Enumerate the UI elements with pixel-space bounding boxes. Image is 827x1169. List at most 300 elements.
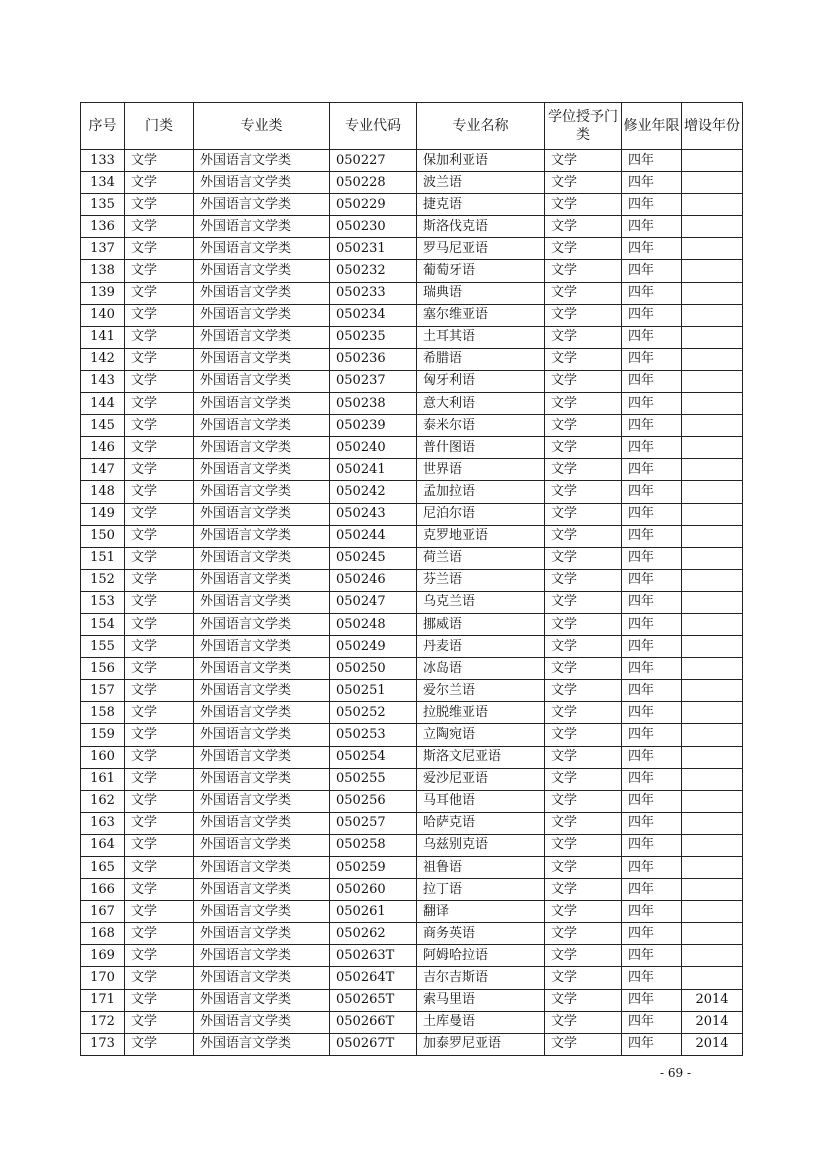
cell-code: 050242 [330,481,417,503]
cell-degree: 文学 [545,503,622,525]
cell-degree: 文学 [545,768,622,790]
cell-code: 050233 [330,282,417,304]
cell-code: 050261 [330,901,417,923]
cell-code: 050243 [330,503,417,525]
cell-major-name: 土库曼语 [417,1011,545,1033]
cell-category: 文学 [125,790,194,812]
cell-no: 171 [81,989,125,1011]
cell-major-name: 塞尔维亚语 [417,304,545,326]
cell-year-added [682,282,743,304]
table-row [81,304,743,326]
cell-major-name: 商务英语 [417,923,545,945]
cell-degree: 文学 [545,194,622,216]
cell-major-name: 泰米尔语 [417,415,545,437]
cell-no: 168 [81,923,125,945]
cell-category: 文学 [125,348,194,370]
header-year-added: 增设年份 [682,103,743,150]
cell-category: 文学 [125,326,194,348]
cell-code: 050246 [330,569,417,591]
cell-category: 文学 [125,857,194,879]
cell-degree: 文学 [545,901,622,923]
cell-degree: 文学 [545,437,622,459]
cell-degree: 文学 [545,481,622,503]
cell-category: 文学 [125,834,194,856]
cell-year-added [682,945,743,967]
cell-no: 151 [81,547,125,569]
table-row [81,437,743,459]
cell-code: 050267T [330,1033,417,1055]
cell-category: 文学 [125,282,194,304]
cell-code: 050232 [330,260,417,282]
cell-year-added [682,768,743,790]
cell-code: 050228 [330,172,417,194]
cell-no: 137 [81,238,125,260]
cell-duration: 四年 [622,1011,682,1033]
cell-major-name: 捷克语 [417,194,545,216]
cell-degree: 文学 [545,1033,622,1055]
cell-category: 文学 [125,172,194,194]
cell-duration: 四年 [622,238,682,260]
cell-major-name: 哈萨克语 [417,812,545,834]
cell-discipline: 外国语言文学类 [194,459,330,481]
cell-duration: 四年 [622,326,682,348]
cell-major-name: 乌克兰语 [417,591,545,613]
cell-code: 050251 [330,680,417,702]
cell-degree: 文学 [545,282,622,304]
cell-no: 166 [81,879,125,901]
cell-category: 文学 [125,901,194,923]
cell-major-name: 马耳他语 [417,790,545,812]
table-row [81,967,743,989]
cell-discipline: 外国语言文学类 [194,194,330,216]
table-row [81,613,743,635]
cell-category: 文学 [125,459,194,481]
cell-year-added [682,393,743,415]
cell-year-added: 2014 [682,1033,743,1055]
cell-major-name: 爱沙尼亚语 [417,768,545,790]
cell-year-added [682,194,743,216]
cell-year-added [682,857,743,879]
cell-discipline: 外国语言文学类 [194,1011,330,1033]
cell-no: 138 [81,260,125,282]
cell-major-name: 意大利语 [417,393,545,415]
table-row [81,459,743,481]
cell-degree: 文学 [545,923,622,945]
cell-duration: 四年 [622,569,682,591]
cell-major-name: 索马里语 [417,989,545,1011]
table-row [81,370,743,392]
cell-duration: 四年 [622,658,682,680]
cell-year-added [682,790,743,812]
cell-no: 163 [81,812,125,834]
cell-year-added [682,702,743,724]
cell-degree: 文学 [545,569,622,591]
cell-code: 050257 [330,812,417,834]
cell-year-added [682,260,743,282]
cell-no: 150 [81,525,125,547]
cell-discipline: 外国语言文学类 [194,724,330,746]
cell-major-name: 尼泊尔语 [417,503,545,525]
cell-discipline: 外国语言文学类 [194,569,330,591]
cell-no: 145 [81,415,125,437]
cell-duration: 四年 [622,812,682,834]
cell-no: 159 [81,724,125,746]
table-row [81,768,743,790]
cell-category: 文学 [125,945,194,967]
cell-year-added [682,746,743,768]
cell-category: 文学 [125,680,194,702]
table-row [81,591,743,613]
cell-duration: 四年 [622,348,682,370]
cell-major-name: 翻译 [417,901,545,923]
cell-no: 170 [81,967,125,989]
cell-category: 文学 [125,812,194,834]
cell-discipline: 外国语言文学类 [194,658,330,680]
cell-duration: 四年 [622,547,682,569]
cell-duration: 四年 [622,370,682,392]
cell-major-name: 瑞典语 [417,282,545,304]
cell-major-name: 克罗地亚语 [417,525,545,547]
cell-duration: 四年 [622,746,682,768]
cell-discipline: 外国语言文学类 [194,348,330,370]
cell-degree: 文学 [545,945,622,967]
cell-duration: 四年 [622,702,682,724]
cell-discipline: 外国语言文学类 [194,503,330,525]
cell-discipline: 外国语言文学类 [194,834,330,856]
cell-degree: 文学 [545,547,622,569]
cell-degree: 文学 [545,1011,622,1033]
cell-category: 文学 [125,702,194,724]
cell-year-added [682,834,743,856]
cell-duration: 四年 [622,768,682,790]
cell-major-name: 阿姆哈拉语 [417,945,545,967]
cell-major-name: 斯洛文尼亚语 [417,746,545,768]
cell-duration: 四年 [622,415,682,437]
cell-major-name: 拉丁语 [417,879,545,901]
cell-category: 文学 [125,636,194,658]
cell-year-added: 2014 [682,989,743,1011]
cell-degree: 文学 [545,658,622,680]
cell-year-added [682,348,743,370]
header-major-name: 专业名称 [417,103,545,150]
cell-code: 050231 [330,238,417,260]
cell-category: 文学 [125,503,194,525]
cell-discipline: 外国语言文学类 [194,812,330,834]
cell-discipline: 外国语言文学类 [194,857,330,879]
cell-category: 文学 [125,923,194,945]
cell-code: 050263T [330,945,417,967]
cell-year-added [682,680,743,702]
cell-code: 050264T [330,967,417,989]
cell-duration: 四年 [622,591,682,613]
cell-year-added [682,613,743,635]
cell-duration: 四年 [622,1033,682,1055]
cell-degree: 文学 [545,834,622,856]
cell-year-added [682,216,743,238]
cell-discipline: 外国语言文学类 [194,967,330,989]
cell-discipline: 外国语言文学类 [194,636,330,658]
cell-discipline: 外国语言文学类 [194,525,330,547]
cell-discipline: 外国语言文学类 [194,790,330,812]
cell-code: 050230 [330,216,417,238]
cell-major-name: 孟加拉语 [417,481,545,503]
cell-degree: 文学 [545,967,622,989]
table-row [81,901,743,923]
cell-year-added [682,459,743,481]
cell-year-added [682,150,743,172]
cell-duration: 四年 [622,304,682,326]
cell-no: 169 [81,945,125,967]
cell-duration: 四年 [622,459,682,481]
cell-duration: 四年 [622,636,682,658]
table-row [81,547,743,569]
table-row [81,879,743,901]
cell-major-name: 匈牙利语 [417,370,545,392]
cell-year-added [682,967,743,989]
cell-code: 050247 [330,591,417,613]
cell-no: 157 [81,680,125,702]
cell-duration: 四年 [622,901,682,923]
cell-degree: 文学 [545,790,622,812]
table-row [81,724,743,746]
cell-year-added [682,503,743,525]
cell-degree: 文学 [545,613,622,635]
cell-duration: 四年 [622,945,682,967]
cell-code: 050252 [330,702,417,724]
table-row [81,658,743,680]
cell-code: 050235 [330,326,417,348]
cell-no: 158 [81,702,125,724]
cell-degree: 文学 [545,989,622,1011]
cell-category: 文学 [125,194,194,216]
cell-no: 156 [81,658,125,680]
cell-category: 文学 [125,304,194,326]
cell-no: 143 [81,370,125,392]
cell-duration: 四年 [622,216,682,238]
cell-duration: 四年 [622,834,682,856]
cell-discipline: 外国语言文学类 [194,238,330,260]
table-row [81,702,743,724]
cell-discipline: 外国语言文学类 [194,216,330,238]
table-row [81,503,743,525]
cell-code: 050249 [330,636,417,658]
cell-major-name: 立陶宛语 [417,724,545,746]
cell-degree: 文学 [545,415,622,437]
cell-year-added [682,591,743,613]
cell-code: 050227 [330,150,417,172]
cell-degree: 文学 [545,150,622,172]
cell-code: 050266T [330,1011,417,1033]
table-row [81,790,743,812]
cell-discipline: 外国语言文学类 [194,923,330,945]
table-row [81,481,743,503]
cell-code: 050239 [330,415,417,437]
cell-duration: 四年 [622,879,682,901]
cell-code: 050255 [330,768,417,790]
table-row [81,636,743,658]
cell-category: 文学 [125,879,194,901]
cell-category: 文学 [125,967,194,989]
cell-major-name: 丹麦语 [417,636,545,658]
cell-discipline: 外国语言文学类 [194,260,330,282]
cell-discipline: 外国语言文学类 [194,768,330,790]
cell-year-added [682,238,743,260]
cell-duration: 四年 [622,437,682,459]
cell-year-added [682,636,743,658]
table-row [81,326,743,348]
cell-year-added [682,812,743,834]
cell-no: 142 [81,348,125,370]
cell-year-added [682,879,743,901]
cell-category: 文学 [125,260,194,282]
cell-code: 050244 [330,525,417,547]
cell-duration: 四年 [622,613,682,635]
table-row [81,525,743,547]
cell-discipline: 外国语言文学类 [194,437,330,459]
cell-major-name: 保加利亚语 [417,150,545,172]
cell-no: 139 [81,282,125,304]
cell-major-name: 波兰语 [417,172,545,194]
cell-code: 050236 [330,348,417,370]
cell-degree: 文学 [545,260,622,282]
cell-duration: 四年 [622,967,682,989]
cell-category: 文学 [125,569,194,591]
table-row [81,923,743,945]
cell-degree: 文学 [545,591,622,613]
cell-year-added [682,724,743,746]
table-row [81,348,743,370]
cell-code: 050265T [330,989,417,1011]
cell-category: 文学 [125,746,194,768]
cell-year-added [682,923,743,945]
cell-duration: 四年 [622,481,682,503]
table-row [81,945,743,967]
cell-duration: 四年 [622,680,682,702]
cell-major-name: 世界语 [417,459,545,481]
cell-year-added [682,901,743,923]
cell-no: 165 [81,857,125,879]
cell-degree: 文学 [545,238,622,260]
cell-no: 133 [81,150,125,172]
cell-year-added [682,415,743,437]
cell-category: 文学 [125,768,194,790]
cell-year-added [682,525,743,547]
cell-major-name: 吉尔吉斯语 [417,967,545,989]
cell-duration: 四年 [622,923,682,945]
cell-code: 050258 [330,834,417,856]
cell-degree: 文学 [545,746,622,768]
cell-category: 文学 [125,613,194,635]
cell-no: 153 [81,591,125,613]
cell-discipline: 外国语言文学类 [194,547,330,569]
cell-degree: 文学 [545,304,622,326]
cell-degree: 文学 [545,216,622,238]
cell-degree: 文学 [545,326,622,348]
cell-category: 文学 [125,481,194,503]
cell-year-added [682,304,743,326]
table-row [81,1033,743,1055]
cell-no: 164 [81,834,125,856]
cell-category: 文学 [125,724,194,746]
cell-discipline: 外国语言文学类 [194,746,330,768]
cell-category: 文学 [125,370,194,392]
cell-discipline: 外国语言文学类 [194,150,330,172]
cell-duration: 四年 [622,194,682,216]
cell-no: 160 [81,746,125,768]
cell-degree: 文学 [545,370,622,392]
cell-category: 文学 [125,393,194,415]
cell-degree: 文学 [545,879,622,901]
cell-degree: 文学 [545,172,622,194]
cell-duration: 四年 [622,724,682,746]
cell-code: 050254 [330,746,417,768]
cell-degree: 文学 [545,525,622,547]
cell-code: 050248 [330,613,417,635]
cell-code: 050262 [330,923,417,945]
cell-duration: 四年 [622,393,682,415]
header-duration: 修业年限 [622,103,682,150]
cell-category: 文学 [125,989,194,1011]
cell-code: 050256 [330,790,417,812]
cell-major-name: 葡萄牙语 [417,260,545,282]
table-row [81,834,743,856]
cell-category: 文学 [125,415,194,437]
table-row [81,569,743,591]
cell-discipline: 外国语言文学类 [194,879,330,901]
cell-duration: 四年 [622,989,682,1011]
cell-category: 文学 [125,591,194,613]
table-row [81,282,743,304]
table-header-row [81,103,743,150]
cell-duration: 四年 [622,282,682,304]
cell-no: 136 [81,216,125,238]
cell-discipline: 外国语言文学类 [194,370,330,392]
table-row [81,857,743,879]
cell-no: 141 [81,326,125,348]
cell-major-name: 爱尔兰语 [417,680,545,702]
table-row [81,150,743,172]
cell-discipline: 外国语言文学类 [194,901,330,923]
cell-discipline: 外国语言文学类 [194,481,330,503]
table-row [81,1011,743,1033]
table-row [81,746,743,768]
cell-year-added [682,547,743,569]
cell-major-name: 斯洛伐克语 [417,216,545,238]
cell-category: 文学 [125,547,194,569]
cell-no: 144 [81,393,125,415]
table-row [81,989,743,1011]
cell-discipline: 外国语言文学类 [194,680,330,702]
cell-no: 172 [81,1011,125,1033]
cell-category: 文学 [125,1011,194,1033]
cell-code: 050240 [330,437,417,459]
cell-degree: 文学 [545,702,622,724]
cell-discipline: 外国语言文学类 [194,393,330,415]
cell-major-name: 荷兰语 [417,547,545,569]
cell-degree: 文学 [545,724,622,746]
cell-degree: 文学 [545,857,622,879]
cell-discipline: 外国语言文学类 [194,945,330,967]
header-degree: 学位授予门类 [545,103,622,150]
cell-duration: 四年 [622,857,682,879]
cell-category: 文学 [125,216,194,238]
table-row [81,238,743,260]
cell-no: 135 [81,194,125,216]
cell-discipline: 外国语言文学类 [194,172,330,194]
cell-no: 155 [81,636,125,658]
cell-discipline: 外国语言文学类 [194,591,330,613]
cell-major-name: 拉脱维亚语 [417,702,545,724]
